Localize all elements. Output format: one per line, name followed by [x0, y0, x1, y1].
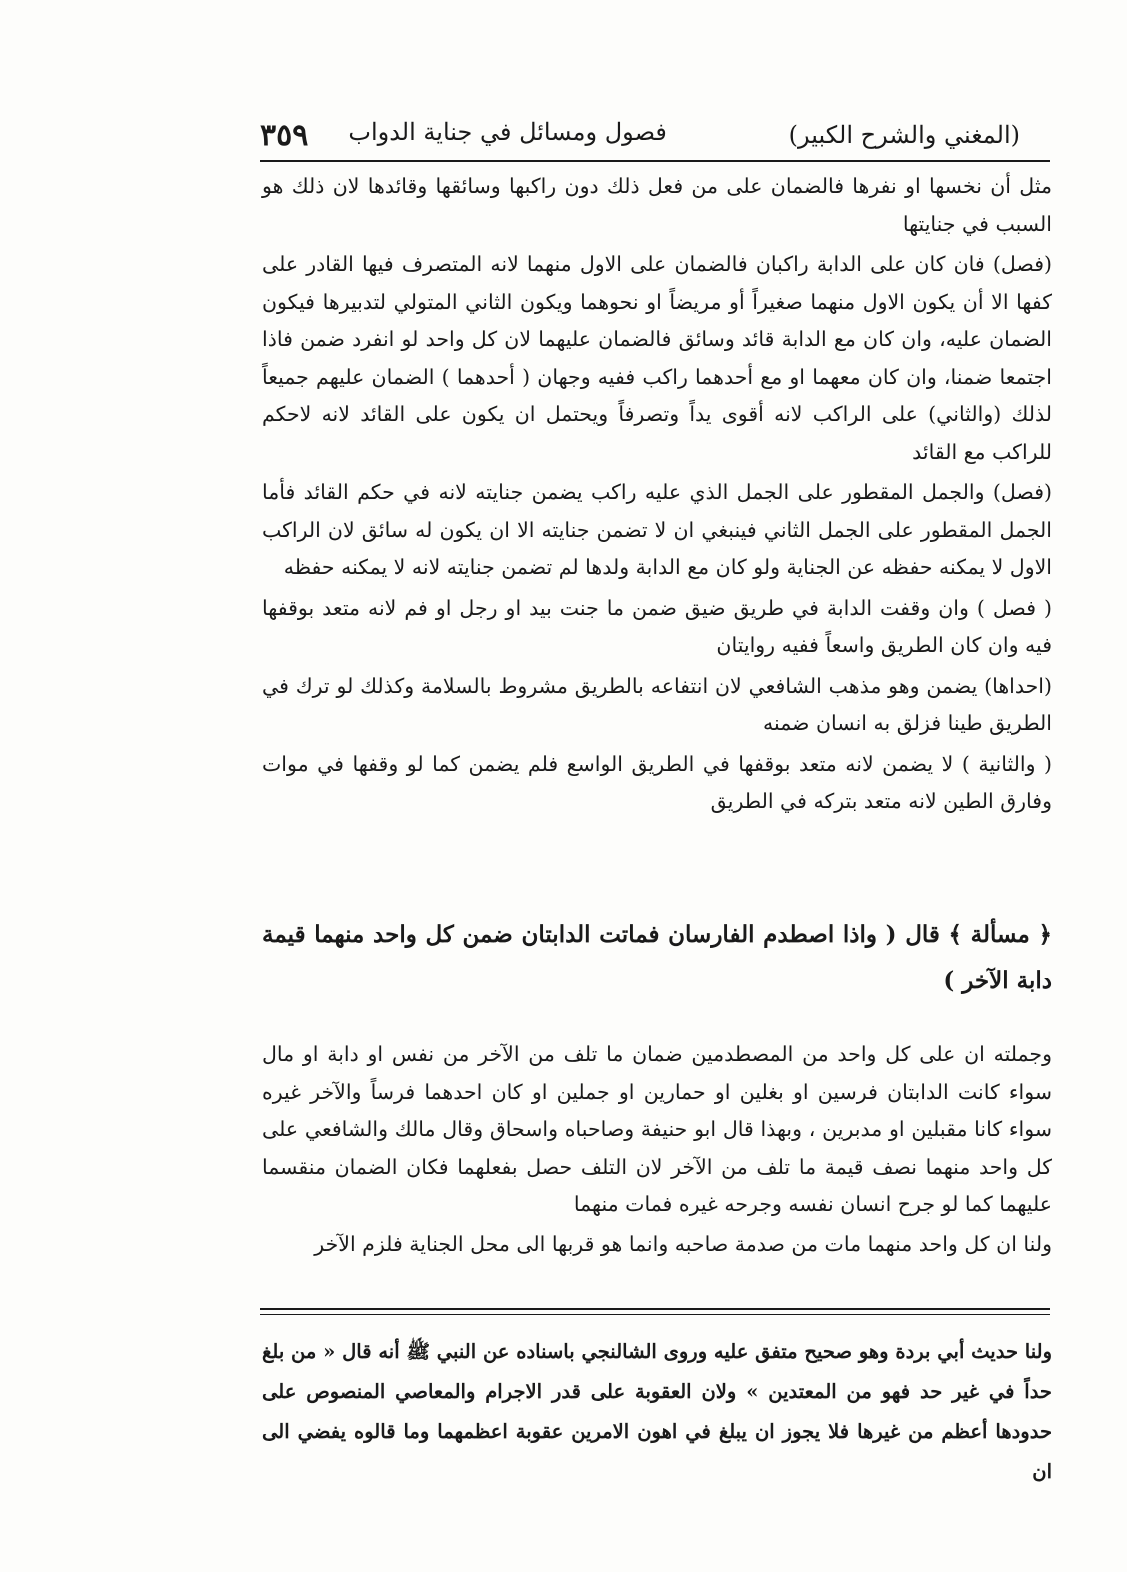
page-number: ٣٥٩: [260, 117, 309, 153]
paragraph: ( والثانية ) لا يضمن لانه متعد بوقفها في الطريق الواسع فلم يضمن كما لو وقفها في موات وفارق الطين لانه متعد بتركه في الطريق: [262, 751, 1052, 813]
paragraph: ولنا ان كل واحد منهما مات من صدمة صاحبه وانما هو قربها الى محل الجناية فلزم الآخر: [314, 1231, 1052, 1256]
header-left-group: [260, 118, 667, 153]
masala-heading: ﴿ مسألة ﴾ قال ( واذا اصطدم الفارسان فماتت الدابتان ضمن كل واحد منهما قيمة دابة الآخر ): [262, 921, 1052, 994]
book-title: (المغني والشرح الكبير): [788, 121, 1020, 149]
paragraph: (فصل) والجمل المقطور على الجمل الذي عليه راكب يضمن جنايته لانه في حكم القائد فأما الجمل المقطور على الجمل الثاني فينبغي ان لا تضمن جنايته الا ان يكون له سائق لان الراكب الاول لا يمكنه حفظه عن الجناية ولو كان مع الدابة ولدها لم تضمن جنايته لانه لا يمكنه حفظه: [262, 480, 1052, 579]
lower-text: ولنا حديث أبي بردة وهو صحيح متفق عليه وروى الشالنجي باسناده عن النبي ﷺ أنه قال « من بلغ حداً في غير حد فهو من المعتدين » ولان العقوبة على قدر الاجرام والمعاصي المنصوص على حدودها أعظم من غيرها فلا يجوز ان يبلغ في اهون الامرين عقوبة اعظمهما وما قالوه يفضي الى ان: [262, 1340, 1052, 1483]
paragraph: (فصل) فان كان على الدابة راكبان فالضمان على الاول منهما لانه المتصرف فيها القادر على كفها الا أن يكون الاول منهما صغيراً أو مريضاً او نحوهما ويكون الثاني المتولي لتدبيرها فيكون الضمان عليه، وان كان مع الدابة قائد وسائق فالضمان عليهما لان كل واحد لو انفرد ضمن فاذا اجتمعا ضمنا، وان كان معهما او مع أحدهما راكب ففيه وجهان ( أحدهما ) الضمان عليهم جميعاً لذلك (والثاني) على الراكب لانه أقوى يداً وتصرفاً ويحتمل ان يكون على القائد لانه لاحكم للراكب مع القائد: [262, 252, 1053, 464]
paragraph: (احداها) يضمن وهو مذهب الشافعي لان انتفاعه بالطريق مشروط بالسلامة وكذلك لو ترك في الطريق طينا فزلق به انسان ضمنه: [262, 673, 1052, 735]
commentary-text: [262, 1036, 1052, 1265]
footnote-rule-upper: [260, 1308, 1050, 1310]
running-header: [260, 112, 1020, 158]
main-text: [262, 168, 1052, 824]
header-rule: [260, 160, 1050, 162]
footnote-rule-lower: [260, 1314, 1050, 1315]
paragraph: مثل أن نخسها او نفرها فالضمان على من فعل ذلك دون راكبها وسائقها وقائدها لان ذلك هو السبب في جنايتها: [262, 174, 1052, 236]
section-title: فصول ومسائل في جناية الدواب: [348, 117, 667, 146]
paragraph: وجملته ان على كل واحد من المصطدمين ضمان ما تلف من الآخر من نفس او دابة او مال سواء كانت الدابتان فرسين او بغلين او حمارين او جملين او كان احدهما فرساً والآخر غيره سواء كانا مقبلين او مدبرين ، وبهذا قال ابو حنيفة وصاحباه واسحاق وقال مالك والشافعي على كل واحد منهما نصف قيمة ما تلف من الآخر لان التلف حصل بفعلهما فكان الضمان منقسما عليهما كما لو جرح انسان نفسه وجرحه غيره فمات منهما: [262, 1042, 1052, 1216]
paragraph: ( فصل ) وان وقفت الدابة في طريق ضيق ضمن ما جنت بيد او رجل او فم لانه متعد بوقفها فيه وان كان الطريق واسعاً ففيه روايتان: [262, 595, 1052, 657]
